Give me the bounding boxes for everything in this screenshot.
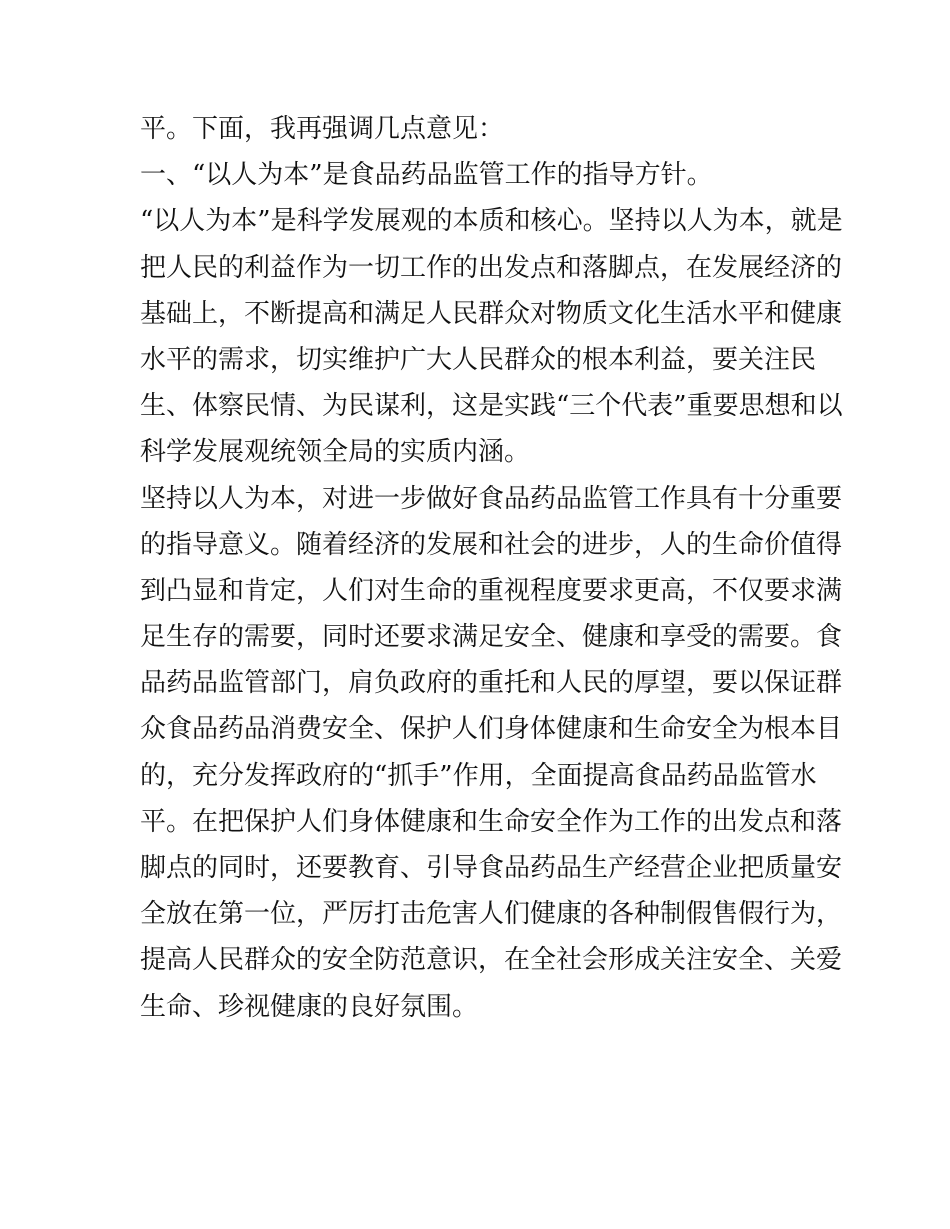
paragraph-2-line: 的指导意义。随着经济的发展和社会的进步，人的生命价值得 bbox=[140, 529, 843, 560]
paragraph-2-line: 坚持以人为本，对进一步做好食品药品监管工作具有十分重要 bbox=[140, 483, 843, 514]
paragraph-2-line: 全放在第一位，严厉打击危害人们健康的各种制假售假行为， bbox=[140, 899, 843, 930]
section-heading-1: 一、“以人为本”是食品药品监管工作的指导方针。 bbox=[140, 160, 713, 191]
paragraph-1-line: 水平的需求，切实维护广大人民群众的根本利益，要关注民 bbox=[140, 344, 817, 375]
paragraph-2-line: 到凸显和肯定，人们对生命的重视程度要求更高，不仅要求满 bbox=[140, 575, 843, 606]
text-line-continuation: 平。下面，我再强调几点意见： bbox=[140, 114, 505, 144]
paragraph-2-line: 足生存的需要，同时还要求满足安全、健康和享受的需要。食 bbox=[140, 622, 843, 653]
paragraph-2-line: 的，充分发挥政府的“抓手”作用，全面提高食品药品监管水 bbox=[140, 760, 817, 791]
paragraph-2-line: 脚点的同时，还要教育、引导食品药品生产经营企业把质量安 bbox=[140, 853, 843, 883]
paragraph-1-line: 把人民的利益作为一切工作的出发点和落脚点，在发展经济的 bbox=[140, 252, 843, 283]
paragraph-1-line: “以人为本”是科学发展观的本质和核心。坚持以人为本，就是 bbox=[140, 206, 843, 237]
document-body bbox=[140, 106, 843, 1030]
paragraph-1-line: 科学发展观统领全局的实质内涵。 bbox=[140, 437, 531, 468]
paragraph-2-line: 提高人民群众的安全防范意识，在全社会形成关注安全、关爱 bbox=[140, 945, 843, 976]
paragraph-2-line: 生命、珍视健康的良好氛围。 bbox=[140, 991, 479, 1022]
paragraph-2-line: 平。在把保护人们身体健康和生命安全作为工作的出发点和落 bbox=[140, 806, 843, 837]
paragraph-2-line: 品药品监管部门，肩负政府的重托和人民的厚望，要以保证群 bbox=[140, 668, 843, 699]
paragraph-1-line: 生、体察民情、为民谋利，这是实践“三个代表”重要思想和以 bbox=[140, 391, 843, 422]
paragraph-1-line: 基础上，不断提高和满足人民群众对物质文化生活水平和健康 bbox=[140, 298, 843, 329]
paragraph-2-line: 众食品药品消费安全、保护人们身体健康和生命安全为根本目 bbox=[140, 714, 843, 745]
